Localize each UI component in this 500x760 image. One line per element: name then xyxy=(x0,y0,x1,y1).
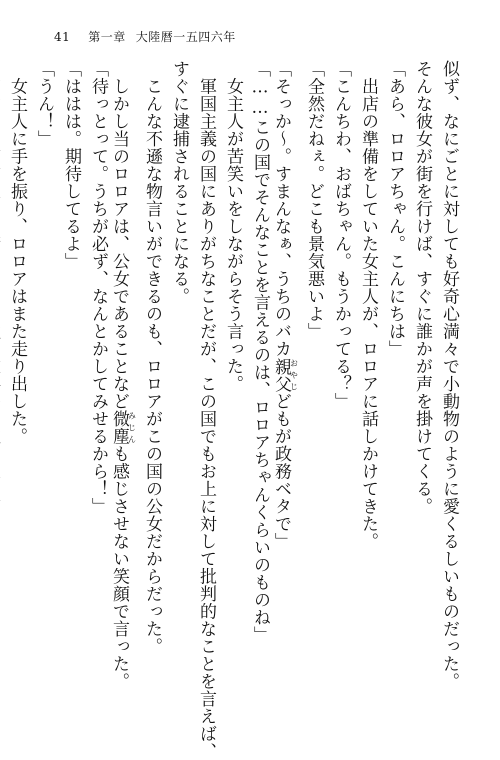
text-line: 「全然だねぇ。どこも景気悪いよ」 xyxy=(304,60,324,340)
text-line: 女主人が苦笑いをしながらそう言った。 xyxy=(223,60,243,393)
text-line-with-ruby: 「そっか〜。すまんなぁ、うちのバカ親父おやじどもが政務ベタで」 xyxy=(271,60,299,550)
page-number: 41 xyxy=(54,30,71,44)
text-line: こんな不遜な物言いができるのも、ロロアがこの国の公女だからだった。 xyxy=(142,60,162,655)
vertical-text-body xyxy=(7,60,460,760)
text-line: 軍国主義の国にありがちなことだが、この国でもお上に対して批判的なことを言えば、 xyxy=(196,60,216,760)
text-line: すぐに逮捕されることになる。 xyxy=(169,60,189,305)
running-header xyxy=(54,28,236,45)
text-line: 「……この国でそんなことを言えるのは、ロロアちゃんくらいのものね」 xyxy=(250,60,270,644)
text-line: 出店の準備をしていた女主人が、ロロアに話しかけてきた。 xyxy=(358,60,378,550)
text-line: 「うん！」 xyxy=(34,60,54,148)
text-line: 「あら、ロロアちゃん。こんにちは」 xyxy=(385,60,405,358)
text-line: そんな彼女が街を行けば、すぐに誰かが声を掛けてくる。 xyxy=(412,60,432,515)
text-line: 「待っとって。うちが必ず、なんとかしてみせるから！」 xyxy=(88,60,108,515)
chapter-title: 大陸暦一五四六年 xyxy=(135,30,236,44)
furigana-ruby: 親父おやじ xyxy=(271,357,299,393)
text-line: 「ははは。期待してるよ」 xyxy=(61,60,81,270)
text-line: 女主人に手を振り、ロロアはまた走り出した。 xyxy=(7,60,27,445)
text-line xyxy=(0,60,1,680)
furigana-reading: おやじ xyxy=(289,357,299,393)
furigana-reading: みじん xyxy=(127,410,137,445)
text-line: 「こんちわ、おばちゃん。もうかってる？」 xyxy=(331,60,351,410)
chapter-label: 第一章 xyxy=(88,30,126,44)
furigana-ruby: 微塵みじん xyxy=(109,410,137,445)
text-line-with-ruby: しかし当のロロアは、公女であることなど微塵みじんも感じさせない笑顔で言った。 xyxy=(109,60,137,690)
text-line: 似ず、なにごとに対しても好奇心満々で小動物のように愛くるしいものだった。 xyxy=(439,60,459,690)
